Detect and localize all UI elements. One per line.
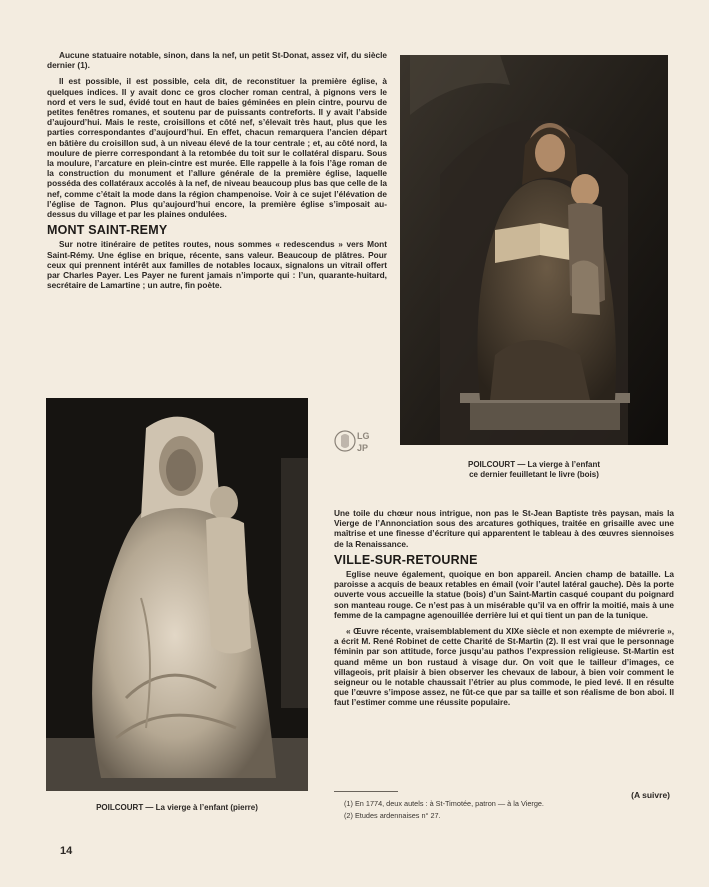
- wooden-virgin-image: [400, 55, 668, 445]
- lgjp-stamp-mark: [333, 424, 377, 458]
- to-be-continued: (A suivre): [631, 790, 670, 800]
- caption-wooden-virgin-line2: ce dernier feuilletant le livre (bois): [469, 470, 599, 479]
- intro-paragraph-1: Aucune statuaire notable, sinon, dans la nef, un petit St-Donat, assez vif, du siècle dernier (1).: [47, 50, 387, 71]
- mont-saint-remy-paragraph: Sur notre itinéraire de petites routes, nous sommes « redescendus » vers Mont Saint-Rémy. Une église en brique, récente, sans valeur. Beaucoup de plâtres. Pour ceux qui prennent intérêt aux familles de notables locaux, signalons un vitrail offert par Charles Payer. Les Payer ne furent jamais n’importe qui : l’un, quarante-huitard, secrétaire de Lamartine ; un autre, fin poète.: [47, 239, 387, 291]
- svg-text:LG: LG: [357, 431, 370, 441]
- caption-wooden-virgin-line1: POILCOURT — La vierge à l’enfant: [467, 460, 601, 469]
- stone-virgin-image: [46, 398, 308, 791]
- intro-paragraph-2: Il est possible, il est possible, cela dit, de reconstituer la première église, à quelques indices. Il y avait donc ce gros clocher roman central, à pignons vers le nord et vers le sud, évidé tout en haut de baies géminées en plein cintre, pourvu de petites fenêtres romanes, et soutenu par de puissants contreforts. Il y avait l’abside d’aujourd’hui. Mais le reste, croisillons et côté nef, s’élevait très haut, plus que les parties correspondantes d’aujourd’hui. En effet, chacun remarquera l’ancien départ en bâtière du croisillon sud, à un niveau élevé de la tour centrale ; et, au côté nord, la moulure de pierre correspondant à la retombée du toit sur le collatéral disparu. Sous la moulure, l’arcature en plein-cintre est murée. Elle rappelle à la fois l’âge roman de la construction du monument et l’allure générale de la première église, laquelle posséda des collatéraux accolés à la nef, de niveau beaucoup plus bas que celle de la nef, comme c’était la mode dans la région champenoise. Voir à ce sujet l’élévation de l’église de Tagnon. Plus qu’aujourd’hui encore, la première église s’imposait au-dessus du village et par les plaines ondulées.: [47, 76, 387, 220]
- footnotes: [334, 791, 674, 822]
- svg-text:JP: JP: [357, 443, 369, 453]
- footnote-2: (2) Etudes ardennaises n° 27.: [344, 811, 441, 820]
- annunciation-paragraph: Une toile du chœur nous intrigue, non pas le St-Jean Baptiste très paysan, mais la Vierge de l’Annonciation sous des arcatures gothiques, traitée en grisaille avec une maîtrise et une finesse d’écriture qui apparentent le tableau à des œuvres siennoises de la Renaissance.: [334, 508, 674, 549]
- photo-stone-virgin: [46, 398, 308, 791]
- footnote-1: (1) En 1774, deux autels : à St-Timotée, patron — à la Vierge.: [344, 799, 544, 808]
- caption-stone-virgin: POILCOURT — La vierge à l’enfant (pierre): [96, 803, 258, 812]
- section-heading-ville-sur-retourne: VILLE-SUR-RETOURNE: [334, 552, 478, 567]
- caption-wooden-virgin: [400, 460, 668, 480]
- page-number: 14: [60, 845, 73, 857]
- right-column: [334, 508, 674, 714]
- intro-column: [47, 50, 387, 296]
- ville-sur-retourne-paragraph-1: Eglise neuve également, quoique en bon appareil. Ancien champ de bataille. La paroisse a acquis de beaux retables en émail (voir l’autel latéral gauche). Dès la porte ouverte vous accueille la statue (bois) d’un Saint-Martin casqué coupant du poignard son manteau rouge. Ce n’est pas à un misérable qu’il va en offrir la moitié, mais à une femme de la campagne agenouillée derrière lui et qui tient un pan de la tunique.: [334, 569, 674, 620]
- ville-sur-retourne-paragraph-2: « Œuvre récente, vraisemblablement du XIXe siècle et non exempte de miévrerie », a écrit M. René Robinet de cette Charité de St-Martin (2). Il est vrai que le personnage féminin par son attitude, force jusqu’au pathos l’expression religieuse. St-Martin est quand même un bon rustaud à visage dur. On voit que le tailleur d’images, ce villageois, prit plaisir à bien observer les chevaux de labour, à bien voir comment le seigneur ou le notable chaussait l’étrier au plus commode, le pied levé. Il en résulte que l’œuvre s’impose assez, ne fût-ce que par sa taille et son réalisme de bon aboi. Il faut l’estimer comme une réussite populaire.: [334, 626, 674, 708]
- footnote-rule: [334, 791, 398, 792]
- photo-wooden-virgin: [400, 55, 668, 445]
- section-heading-mont-saint-remy: MONT SAINT-REMY: [47, 223, 168, 238]
- collector-stamp: [333, 424, 377, 458]
